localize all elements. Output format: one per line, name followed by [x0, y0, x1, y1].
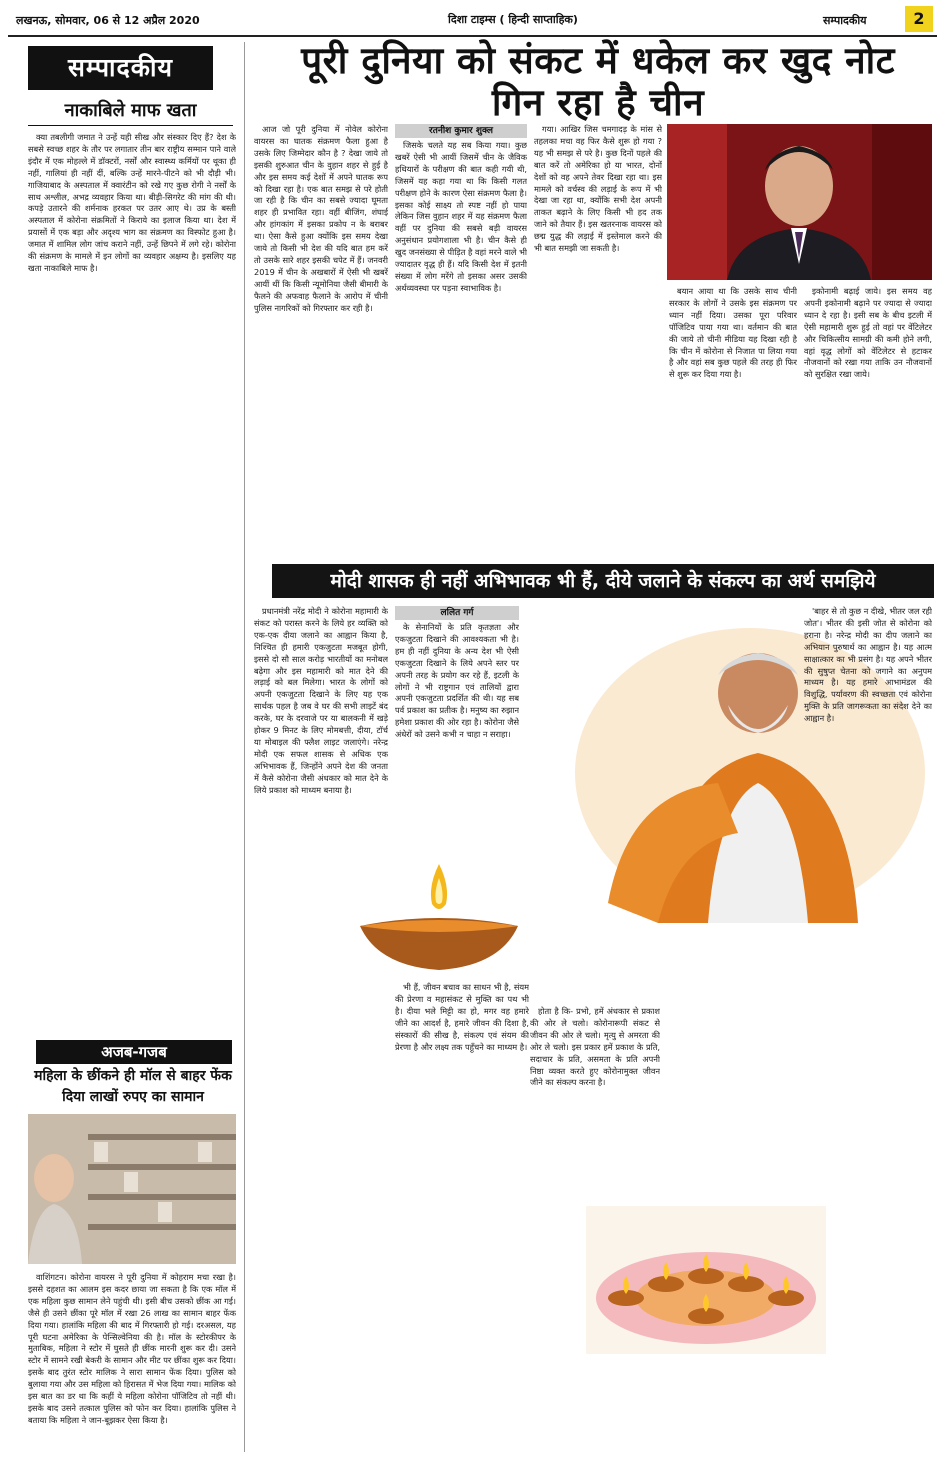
- masthead: दिशा टाइम्स ( हिन्दी साप्ताहिक): [448, 13, 578, 26]
- second-headline: मोदी शासक ही नहीं अभिभावक भी हैं, दीये जलाने के संकल्प का अर्थ समझिये: [272, 564, 934, 598]
- oil-lamp-icon: [350, 856, 528, 976]
- supermarket-shelves-icon: [28, 1114, 236, 1264]
- ajab-tag: अजब-गजब: [36, 1040, 232, 1064]
- lamps-arrangement-icon: [586, 1206, 826, 1354]
- second-col-2-text: के सेनानियों के प्रति कृतज्ञता और एकजुटता दिखाने की आवश्यकता भी है। हम ही नहीं दुनिया के अन्य देश भी ऐसी एकजुटता दिखाने के लिये अपने स्तर पर अपनी तरह के प्रयोग कर रहे हैं, इटली के लोगों ने भी राष्ट्रगान एवं तालियों द्वारा अपनी एकजुटता प्रदर्शित की थी। यह सब पर्व प्रकाश का प्रतीक है। मनुष्य का रुझान हमेशा प्रकाश की ओर रहा है। कोरोना जैसे अंधेरों को उसने कभी न चाहा न सराहा।: [395, 622, 519, 740]
- main-byline: रतनीश कुमार शुक्ल: [395, 124, 527, 138]
- editorial-body: [28, 132, 236, 1032]
- second-col-5: [804, 606, 932, 1196]
- header-rule: [8, 35, 937, 37]
- second-col-2b: [395, 982, 529, 1452]
- page-number: 2: [905, 6, 933, 32]
- editorial-tag: सम्पादकीय: [28, 46, 213, 90]
- issue-date: लखनऊ, सोमवार, 06 से 12 अप्रैल 2020: [16, 14, 200, 27]
- main-col-1: [254, 124, 388, 554]
- newspaper-page: [8, 6, 937, 1455]
- oil-lamp-photo: [350, 856, 528, 976]
- page-header: [8, 6, 937, 34]
- portrait-icon: [667, 124, 932, 280]
- second-col-2: [395, 622, 519, 852]
- leader-portrait-photo: [667, 124, 932, 280]
- section-name: सम्पादकीय: [823, 14, 867, 27]
- editorial-rule: [28, 125, 233, 126]
- main-col-3-text: गया। आखिर जिस चमगादड़ के मांस से तहलका मचा वह फिर कैसे शुरू हो गया ? यह भी समझ से परे है। कुछ दिनों पहले की बात करें तो अमेरिका हो या भारत, दोनों देशों को वह अपने तेवर दिखा रहा था। इस मामले को वर्चस्व की लड़ाई के रूप में भी देखा जा रहा था, क्योंकि सभी देश अपनी ताकत बढ़ाने के लिए किसी भी हद तक जाने को तैयार हैं। इस खतरनाक वायरस को छद्म युद्ध की लड़ाई में इस्तेमाल करने की भी बात समझी जा सकती है।: [534, 124, 662, 254]
- second-byline: ललित गर्ग: [395, 606, 519, 620]
- second-col-3-text: भी हैं, जीवन बचाव का साधन भी है, संयम की प्रेरणा व महासंकट से मुक्ति का पथ भी है। दीया भले मिट्टी का हो, मगर वह हमारे जीने का आदर्श है, हमारे जीवन की दिशा है, संस्कारों की सीख है, संकल्प एवं संयम की प्रेरणा है और लक्ष्य तक पहुँचने का माध्यम है।: [395, 982, 529, 1052]
- ajab-headline: महिला के छींकने ही मॉल से बाहर फेंक दिया लाखों रुपए का सामान: [34, 1068, 232, 1105]
- main-col-5: [804, 286, 932, 554]
- ajab-text: वाशिंगटन। कोरोना वायरस ने पूरी दुनिया में कोहराम मचा रखा है। इससे दहशत का आलम इस कदर छाया जा सकता है कि एक मॉल में एक महिला कुछ सामान लेने पहुंची थी। इसी बीच उसको छींक आ गई। जैसे ही उसने छींका पूरे मॉल में रखा 26 लाख का सामान बाहर फेंक दिया गया। हालांकि महिला की बाद में गिरफ्तारी हो गई। दरअसल, यह पूरी घटना अमेरिका के पेन्सिल्वेनिया की है। मॉल के स्टोरकीपर के मुताबिक, महिला ने स्टोर में घुसते ही छींक मारनी शुरू कर दी। उसने स्टोर में सामने रखी बेकरी के सामान और मीट पर छींका शुरू कर दिया। इसके बाद तुरंत स्टोर मालिक ने सारा सामान फेंक दिया। पुलिस को बुलाया गया और उस महिला को हिरासत में भेज दिया गया। मालिक को इस बात का डर था कि कहीं ये महिला कोरोना पॉजिटिव तो नहीं थी। इसके बाद उसने तत्काल पुलिस को फोन कर दिया। हालांकि पुलिस ने बताया कि महिला ने जान-बूझकर ऐसा किया है।: [28, 1272, 236, 1425]
- second-col-4-text: होता है कि- प्रभो, हमें अंधकार से प्रकाश की ओर ले चलो। कोरोनारूपी संकट से जीवन की ओर ले चलो। मृत्यु से अमरता की ओर ले चलो। इस प्रकार हमें प्रकाश के प्रति, सदाचार के प्रति, असमता के प्रति अपनी निष्ठा व्यक्त करते हुए कोरोनामुक्त जीवन जीने का संकल्प करना है।: [530, 1006, 660, 1088]
- editorial-headline: नाकाबिले माफ खता: [64, 100, 197, 121]
- supermarket-photo: [28, 1114, 236, 1264]
- main-headline: पूरी दुनिया को संकट में धकेल कर खुद नोट गिन रहा है चीन: [301, 39, 895, 124]
- main-col-2-text: जिसके चलते यह सब किया गया। कुछ खबरें ऐसी भी आयीं जिसमें चीन के जैविक हथियारों के परीक्षण की बात कही गयी थी, जिसमें यह कहा गया था कि किसी गलत परीक्षण होने के कारण ऐसा संक्रमण फैला है। इसका कोई साक्ष्य तो स्पष्ट नहीं हो पाया लेकिन जिस वुहान शहर में यह संक्रमण फैला वहीं पर दुनिया की सबसे बड़ी वायरस अनुसंधान प्रयोगशाला भी है। चीन कैसे ही खुद जनसंख्या से पीड़ित है वहां मरने वाले भी ज्यादातर वृद्ध ही हैं। यदि किसी देश में इतनी संख्या में लोग मरेंगे तो इसका असर उसकी अर्थव्यवस्था पर पड़ना स्वाभाविक है।: [395, 140, 527, 293]
- main-col-5-text: इकोनामी बढ़ाई जाये। इस समय वह अपनी इकोनामी बढ़ाने पर ज्यादा से ज्यादा ध्यान दे रहा है। इसी सब के बीच इटली में ऐसी महामारी शुरू हुई तो वहां पर वेंटिलेटर और चिकित्सीय सामग्री की कमी होने लगी, वहां वृद्ध लोगों को वेंटिलेटर से हटाकर नौजवानों को रखा गया ताकि उन नौजवानों को सुरक्षित रखा जाये।: [804, 286, 932, 380]
- second-col-1-text: प्रधानमंत्री नरेंद्र मोदी ने कोरोना महामारी के संकट को परास्त करने के लिये हर व्यक्ति को एक-एक दीया जलाने का आह्वान किया है, निश्चित ही हमारी एकजुटता मजबूत होगी, इससे दो सौ साल करोड़ भारतीयों का मनोबल बढ़ेगा और इस महामारी को मात देने की लड़ाई को बल मिलेगा। भारत के लोगों को अपनी एकजुटता दिखाने के लिए यह एक सार्थक पहल है जब वे घर की सभी लाइटें बंद करके, घर के दरवाजे पर या बालकनी में खड़े होकर 9 मिनट के लिए मोमबत्ती, दीया, टॉर्च या मोबाइल की फ्लैश लाइट जलाएंगे। नरेन्द्र मोदी एक सफल शासक से अधिक एक अभिभावक हैं, जिन्होंने अपने देश की जनता में कैसे कोरोना जैसी अंधकार को मात देने के लिये प्रकाश को माध्यम बनाया है।: [254, 606, 388, 795]
- ajab-body: [28, 1272, 236, 1452]
- main-col-2: [395, 140, 527, 554]
- main-col-1-text: आज जो पूरी दुनिया में नोवेल कोरोना वायरस का घातक संक्रमण फैला हुआ है उसके लिए जिम्मेदार कौन है ? देखा जाये तो इसकी शुरुआत चीन के वुहान शहर से हुई है और इस समय कई देशों में अपने घातक रूप को दिखा रहा है। एक बात समझ से परे होती जा रही है कि चीन का सबसे ज्यादा घूमता शहर ही प्रभावित रहा। वहीं बीजिंग, शंघाई और हांगकांग में इसका प्रकोप न के बराबर था। ऐसा कैसे हुआ क्योंकि इस समय देखा जाये तो किसी भी देश की यदि बात हम करें तो उसके सारे शहर इसकी चपेट में हैं। जनवरी 2019 में चीन के अखबारों में ऐसी भी खबरें आयीं थीं कि किसी न्यूमोनिया जैसी बीमारी के फैलने की अफवाह फैलाने के आरोप में चीनी पुलिस नागरिकों को गिरफ्तार कर रही है।: [254, 124, 388, 313]
- editorial-text: क्या तबलीगी जमात ने उन्हें यही सीख और संस्कार दिए हैं? देश के सबसे स्वच्छ शहर के तौर पर लगातार तीन बार राष्ट्रीय सम्मान पाने वाले इंदौर में एक मोहल्ले में डॉक्टरों, नर्सों और स्वास्थ्य कर्मियों पर थूका ही नहीं, गालियां ही नहीं दीं, बल्कि उन्हें मारने-पीटने को भी दौड़ी भी। गाजियाबाद के अस्पताल में क्वारंटीन को रखे गए कुछ रोगी ने नर्सों के साथ अश्लील, अभद्र व्यवहार किया था। बीड़ी-सिगरेट की मांग की थी। कपड़े उतारने की शर्मनाक हरकत पर उतर आए थे। उप्र के बस्ती अस्पताल में कोरोना संक्रमितों ने किराये का इलाज किया था। देश में प्रयासों में एक बड़ा और अदृश्य भाग का संक्रमण का विस्फोट हुआ है। जमात में शामिल लोग जांच कराने नहीं, उन्हें छिपने में लगे रहे। कोरोना की संक्रमण के मामले में इन लोगों का व्यवहार अक्षम्य है। इसलिए यह खता नाकाबिले माफ है।: [28, 132, 236, 273]
- lamps-arrangement-photo: [586, 1206, 826, 1354]
- column-divider: [244, 42, 245, 1452]
- second-col-5-text: 'बाहर से तो कुछ न दीखे, भीतर जल रही जोत'। भीतर की इसी जोत से कोरोना को हराना है। नरेन्द्र मोदी का दीप जलाने का अभियान पुरुषार्थ का आह्वान है। यह आत्म साक्षात्कार का भी प्रसंग है। यह अपने भीतर की सुषुप्त चेतना को जगाने का अनुपम माध्यम है। यह हमारे आभामंडल की विशुद्धि, पर्यावरण की स्वच्छता एवं कोरोना मुक्ति के प्रति जागरूकता का संदेश देने का आह्वान है।: [804, 606, 932, 724]
- main-col-3: [534, 124, 662, 554]
- main-col-4: [669, 286, 797, 554]
- main-col-4-text: बयान आया था कि उसके साथ चीनी सरकार के लोगों ने उसके इस संक्रमण पर ध्यान नहीं दिया। उसका पूरा परिवार पॉजिटिव पाया गया था। वर्तमान की बात की जाये तो चीनी मीडिया यह दिखा रही है कि चीन में कोरोना से निजात पा लिया गया है और वहां सब कुछ पहले की तरह ही फिर से शुरू कर दिया गया है।: [669, 286, 797, 380]
- second-col-1: [254, 606, 388, 1452]
